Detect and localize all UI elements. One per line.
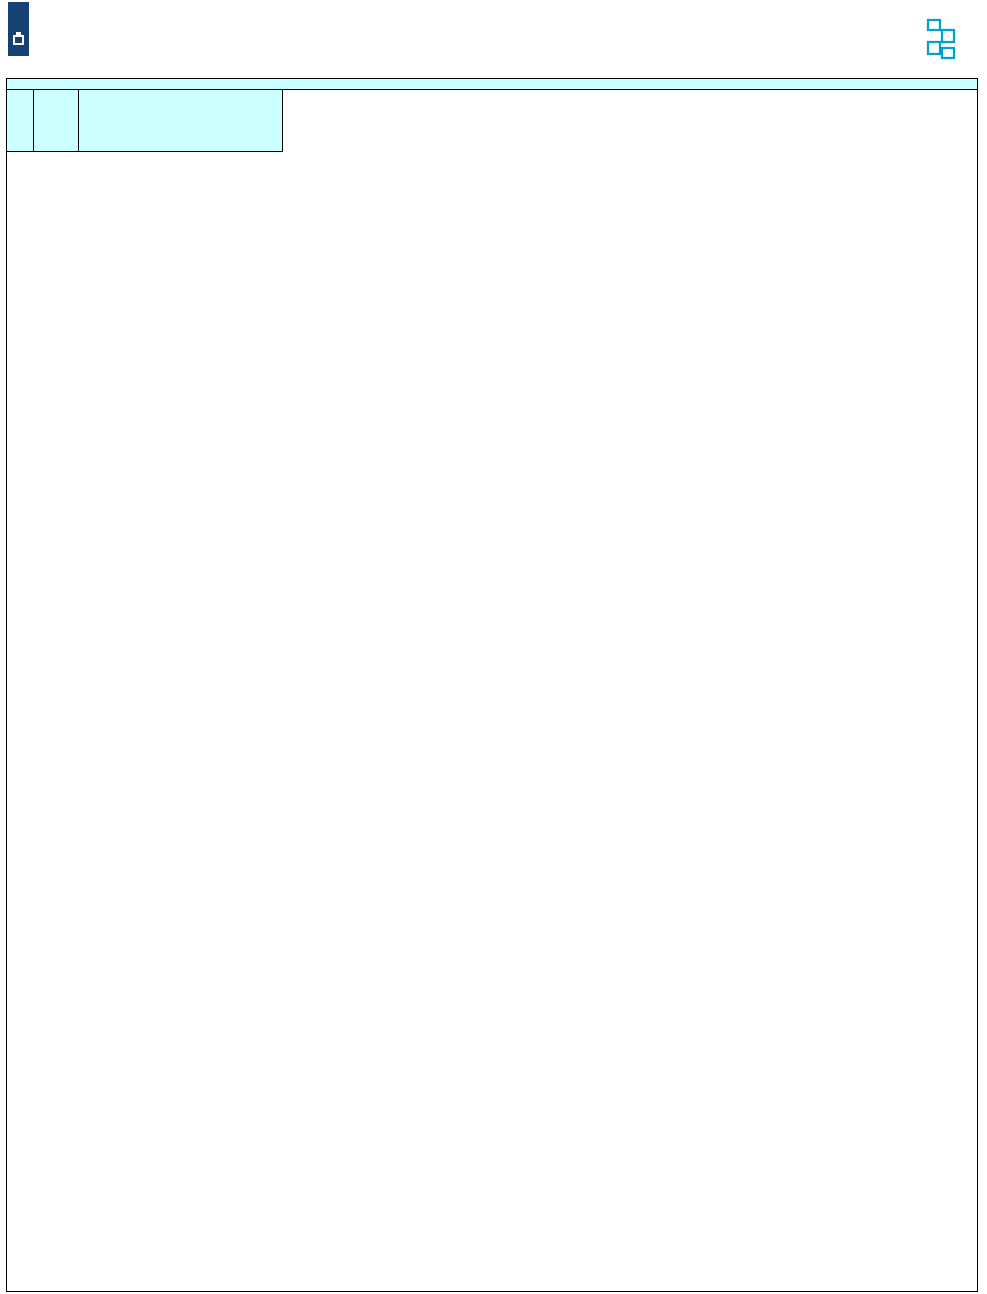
col-header-uitkering bbox=[79, 90, 283, 152]
col-header-verstrekker bbox=[7, 90, 34, 152]
crest-icon bbox=[11, 32, 26, 48]
rijksoverheid-logo bbox=[8, 2, 29, 56]
cbs-logo bbox=[924, 18, 958, 60]
sisa-table bbox=[6, 78, 978, 1292]
table-title bbox=[7, 79, 977, 90]
col-header-uitkeringscode bbox=[34, 90, 79, 152]
page-header bbox=[0, 0, 987, 76]
